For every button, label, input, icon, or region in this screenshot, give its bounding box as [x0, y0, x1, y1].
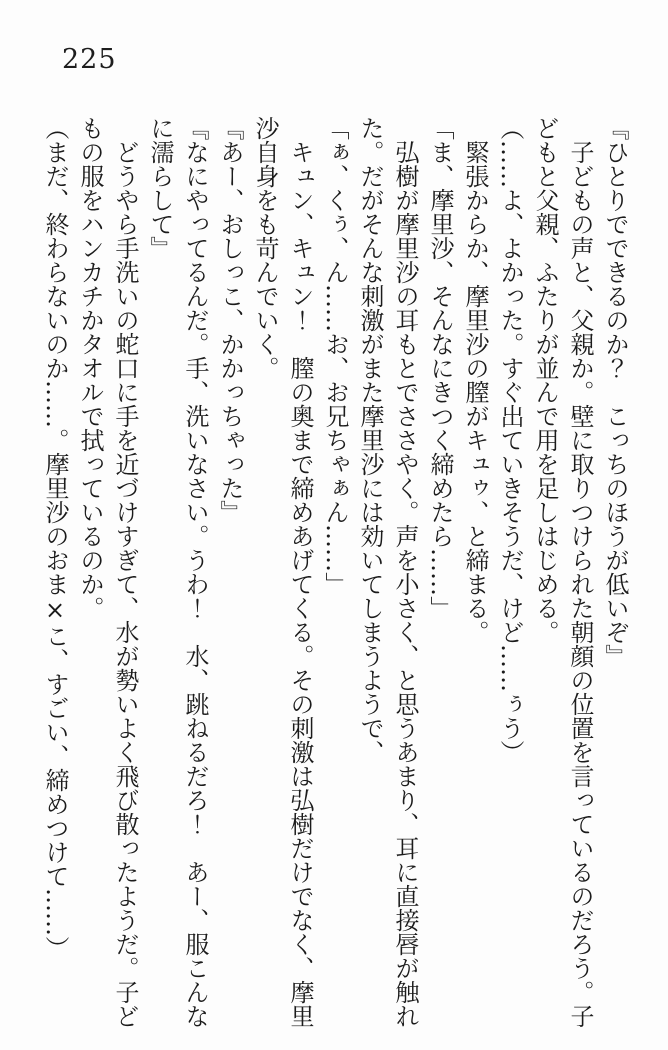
text-line: 「ぁ、くぅ、ん……お、お兄ちゃぁん……」: [321, 116, 349, 596]
text-line: 子どもの声と、父親か。壁に取りつけられた朝顔の位置を言っているのだろう。子: [566, 116, 594, 1028]
text-line: どうやら手洗いの蛇口に手を近づけすぎて、水が勢いよく飛び散ったようだ。子ど: [111, 116, 139, 1028]
vertical-text-block: [37, 116, 632, 1046]
text-line: 『あー、おしっこ、かかっちゃった』: [216, 116, 244, 524]
text-line: 「ま、摩里沙、そんなにきつく締めたら……」: [426, 116, 454, 620]
text-line: た。だがそんな刺激がまた摩里沙には効いてしまうようで、: [356, 116, 384, 764]
text-line: 弘樹が摩里沙の耳もとでささやく。声を小さく、と思うあまり、耳に直接唇が触れ: [391, 116, 419, 1028]
text-line: どもと父親、ふたりが並んで用を足しはじめる。: [531, 116, 559, 644]
page-number: 225: [62, 44, 117, 75]
text-line: 『なにやってるんだ。手、洗いなさい。うわ！ 水、跳ねるだろ！ あー、服こんな: [181, 116, 209, 1028]
text-line: に濡らして』: [146, 116, 174, 260]
text-line: 沙自身をも苛んでいく。: [251, 116, 279, 380]
text-line: 『ひとりでできるのか？ こっちのほうが低いぞ』: [601, 116, 629, 668]
text-line: 緊張からか、摩里沙の膣がキュゥ、と締まる。: [461, 116, 489, 644]
text-line: （まだ、終わらないのか……。摩里沙のおま×こ、すごい、締めつけて……）: [41, 116, 69, 960]
text-line: キュン、キュン！ 膣の奥まで締めあげてくる。その刺激は弘樹だけでなく、摩里: [286, 116, 314, 1028]
text-line: （……よ、よかった。すぐ出ていきそうだ、けど……ぅう）: [496, 116, 524, 764]
text-line: もの服をハンカチかタオルで拭っているのか。: [76, 116, 104, 620]
